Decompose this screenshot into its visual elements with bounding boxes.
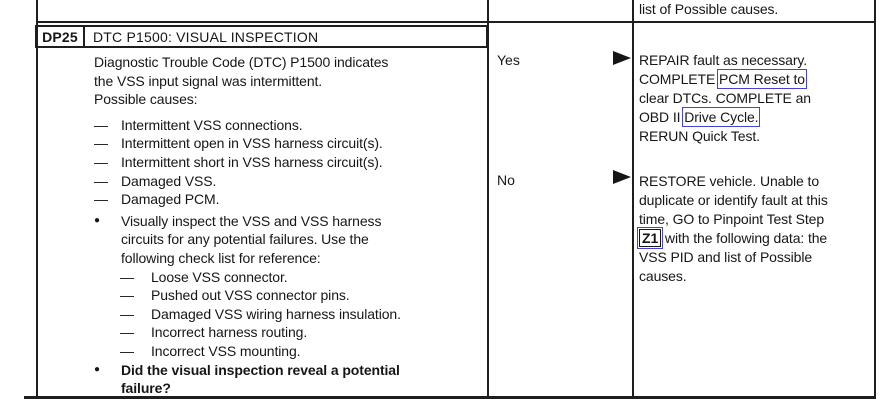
checklist-item — [120, 286, 486, 305]
checklist-item — [120, 305, 486, 324]
bullet-marker: ● — [94, 214, 100, 226]
dash-marker: — — [94, 153, 108, 170]
no-action-line: VSS PID and list of Possible — [639, 249, 813, 265]
possible-causes-label: Possible causes: — [94, 91, 198, 108]
yes-action-text-segment: COMPLETE — [639, 71, 720, 87]
previous-row-action-fragment: list of Possible causes. — [639, 1, 779, 17]
no-action-line: RESTORE vehicle. Unable to — [639, 173, 820, 189]
result-no-label: No — [497, 172, 515, 188]
checklist-item — [120, 323, 486, 342]
checklist-text: Damaged VSS wiring harness insulation. — [151, 305, 401, 322]
checklist-text: Incorrect VSS mounting. — [151, 342, 301, 359]
cause-item — [94, 134, 486, 153]
column-divider-result-action — [632, 0, 634, 397]
yes-action-line — [639, 108, 881, 127]
yes-action-line: RERUN Quick Test. — [639, 128, 760, 144]
pinpoint-step-z1-link[interactable]: Z1 — [639, 229, 661, 247]
no-action-line: causes. — [639, 268, 687, 284]
no-action-line — [639, 229, 881, 248]
result-yes-label: Yes — [497, 52, 520, 68]
checklist-text: Pushed out VSS connector pins. — [151, 287, 350, 304]
cause-item — [94, 190, 486, 209]
cause-text: Damaged PCM. — [121, 191, 220, 208]
no-action-text — [639, 172, 881, 286]
inspect-instruction-line: Visually inspect the VSS and VSS harness — [121, 212, 382, 229]
checklist-text: Incorrect harness routing. — [151, 324, 308, 341]
description-intro-line: Diagnostic Trouble Code (DTC) P1500 indicates — [94, 54, 389, 70]
inspect-instruction-line: following check list for reference: — [121, 249, 321, 266]
inspect-instruction-line: circuits for any potential failures. Use the — [121, 231, 369, 248]
test-step-title: DTC P1500: VISUAL INSPECTION — [93, 28, 319, 45]
yes-action-line: REPAIR fault as necessary. — [639, 52, 808, 68]
table-border-left — [36, 0, 38, 397]
yes-action-text-segment: OBD II — [639, 109, 685, 125]
dash-marker: — — [120, 342, 134, 359]
cause-text: Intermittent VSS connections. — [121, 116, 303, 133]
drive-cycle-link[interactable]: Drive Cycle. — [684, 109, 759, 125]
test-step-header — [35, 25, 488, 48]
checklist-text: Loose VSS connector. — [151, 268, 288, 285]
previous-row-bottom-rule — [36, 21, 875, 23]
checklist-item — [120, 268, 486, 287]
no-action-line: time, GO to Pinpoint Test Step — [639, 211, 825, 227]
yes-action-text — [639, 51, 881, 146]
dash-marker: — — [94, 191, 108, 208]
test-step-description — [94, 53, 486, 398]
no-arrow-icon — [613, 170, 631, 184]
bullet-marker: ● — [94, 363, 100, 375]
no-action-line: duplicate or identify fault at this — [639, 192, 828, 208]
cause-text: Intermittent short in VSS harness circuit(s). — [121, 153, 383, 170]
cause-item — [94, 172, 486, 191]
dash-marker: — — [94, 135, 108, 152]
yes-action-line: clear DTCs. COMPLETE an — [639, 90, 811, 106]
pcm-reset-link[interactable]: PCM Reset to — [719, 71, 805, 87]
no-action-text-segment: with the following data: the — [661, 230, 828, 246]
description-intro-line: the VSS input signal was intermittent. — [94, 72, 323, 89]
test-step-id: DP25 — [37, 27, 85, 46]
column-divider-description-result — [487, 0, 489, 397]
yes-arrow-icon — [613, 51, 631, 65]
inspection-question — [94, 361, 486, 380]
inspection-question-line: failure? — [121, 380, 171, 397]
dash-marker: — — [94, 172, 108, 189]
cause-item — [94, 116, 486, 135]
dash-marker: — — [120, 268, 134, 285]
dash-marker: — — [120, 324, 134, 341]
cause-text: Intermittent open in VSS harness circuit(s). — [121, 135, 383, 152]
dash-marker: — — [94, 116, 108, 133]
yes-action-line — [639, 70, 881, 89]
inspection-question-line: Did the visual inspection reveal a potential — [121, 361, 400, 378]
inspect-instruction — [94, 212, 486, 231]
dash-marker: — — [120, 287, 134, 304]
checklist-item — [120, 342, 486, 361]
cause-text: Damaged VSS. — [121, 172, 217, 189]
dash-marker: — — [120, 305, 134, 322]
cause-item — [94, 153, 486, 172]
